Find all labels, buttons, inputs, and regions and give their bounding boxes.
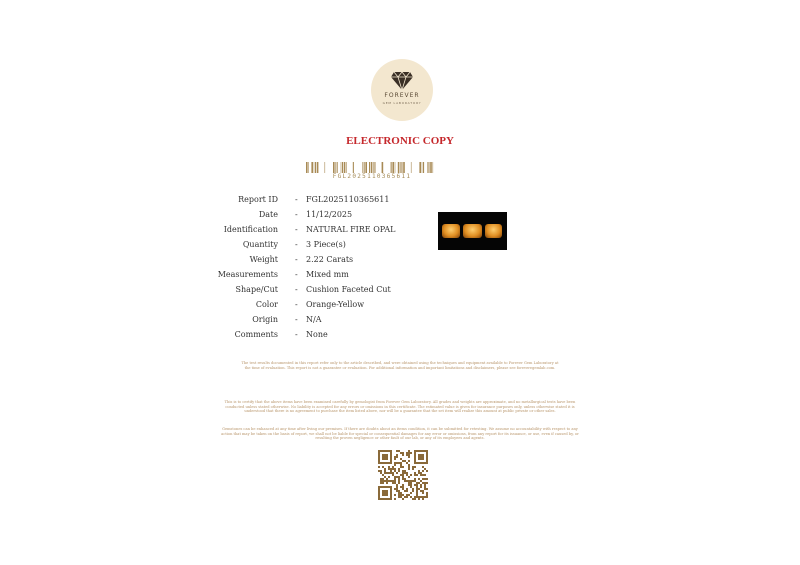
logo-brand-name: FOREVER [384, 92, 420, 99]
disclaimer-liability: Gemstones can be enhanced at any time after living our premises. If there are doubts about an items condition, it can be submitted for retesting. We assume no accountability with respect to any action that may be taken on the basis of report, we shall not be liable for special or consequential damages for any error or omissions, from any report for its issuance, or use, even if caused by, or resulting the proven negligence or other fault of our lab, or any of its employees and agents. [221, 427, 579, 441]
diamond-icon [390, 71, 414, 91]
report-row [180, 270, 440, 284]
report-row [180, 240, 440, 254]
gemstone-photo [438, 212, 507, 250]
report-row [180, 285, 440, 299]
report-value: 3 Piece(s) [306, 240, 346, 249]
report-row [180, 195, 440, 209]
report-row [180, 255, 440, 269]
report-value: N/A [306, 315, 322, 324]
separator: - [295, 255, 298, 264]
separator: - [295, 225, 298, 234]
report-value: Orange-Yellow [306, 300, 365, 309]
disclaimer-test-results: The test results documented in this report refer only to the article described, and were obtained using the techniques and equipment available to Forever Gem Laboratory at the time of evaluation. This report is not a guarantee or evaluation. For additional information and important limitations and disclaimers, please see foreveregemlab.com. [241, 361, 559, 370]
report-label: Report ID [238, 195, 278, 204]
report-label: Date [258, 210, 278, 219]
separator: - [295, 330, 298, 339]
electronic-copy-heading: ELECTRONIC COPY [346, 135, 454, 147]
report-value: NATURAL FIRE OPAL [306, 225, 396, 234]
report-value: 11/12/2025 [306, 210, 353, 219]
report-row [180, 300, 440, 314]
report-row [180, 210, 440, 224]
logo-subtitle: GEM LABORATORY [382, 101, 422, 105]
separator: - [295, 240, 298, 249]
report-label: Measurements [217, 270, 278, 279]
disclaimer-certification: This is to certify that the above items have been examined carefully by gemologist from Forever Gem Laboratory. All grades and weights are approximate, and no metallurgical tests have been conducted unless stated otherwise. No liability is accepted for any errors or omissions in this certificate. The estimated value is given for insurance purposes only, unless otherwise stated it is understood that there is no agreement to purchase the item listed above, nor will be a guarantee that the set item will realize this amount at public private or other sales. [224, 400, 576, 414]
report-label: Weight [249, 255, 278, 264]
report-row [180, 315, 440, 329]
barcode-number: FGL2025110365611 [332, 173, 412, 180]
report-value: 2.22 Carats [306, 255, 354, 264]
separator: - [295, 315, 298, 324]
qr-code [378, 450, 428, 500]
separator: - [295, 210, 298, 219]
report-label: Origin [252, 315, 278, 324]
report-label: Identification [223, 225, 278, 234]
separator: - [295, 195, 298, 204]
report-label: Color [255, 300, 278, 309]
report-row [180, 225, 440, 239]
report-value: Mixed mm [306, 270, 349, 279]
separator: - [295, 285, 298, 294]
report-label: Quantity [242, 240, 278, 249]
report-label: Comments [234, 330, 278, 339]
barcode [306, 162, 438, 173]
report-row [180, 330, 440, 344]
report-value: Cushion Faceted Cut [306, 285, 391, 294]
report-label: Shape/Cut [235, 285, 278, 294]
report-value: None [306, 330, 328, 339]
separator: - [295, 300, 298, 309]
separator: - [295, 270, 298, 279]
report-value: FGL2025110365611 [306, 195, 390, 204]
